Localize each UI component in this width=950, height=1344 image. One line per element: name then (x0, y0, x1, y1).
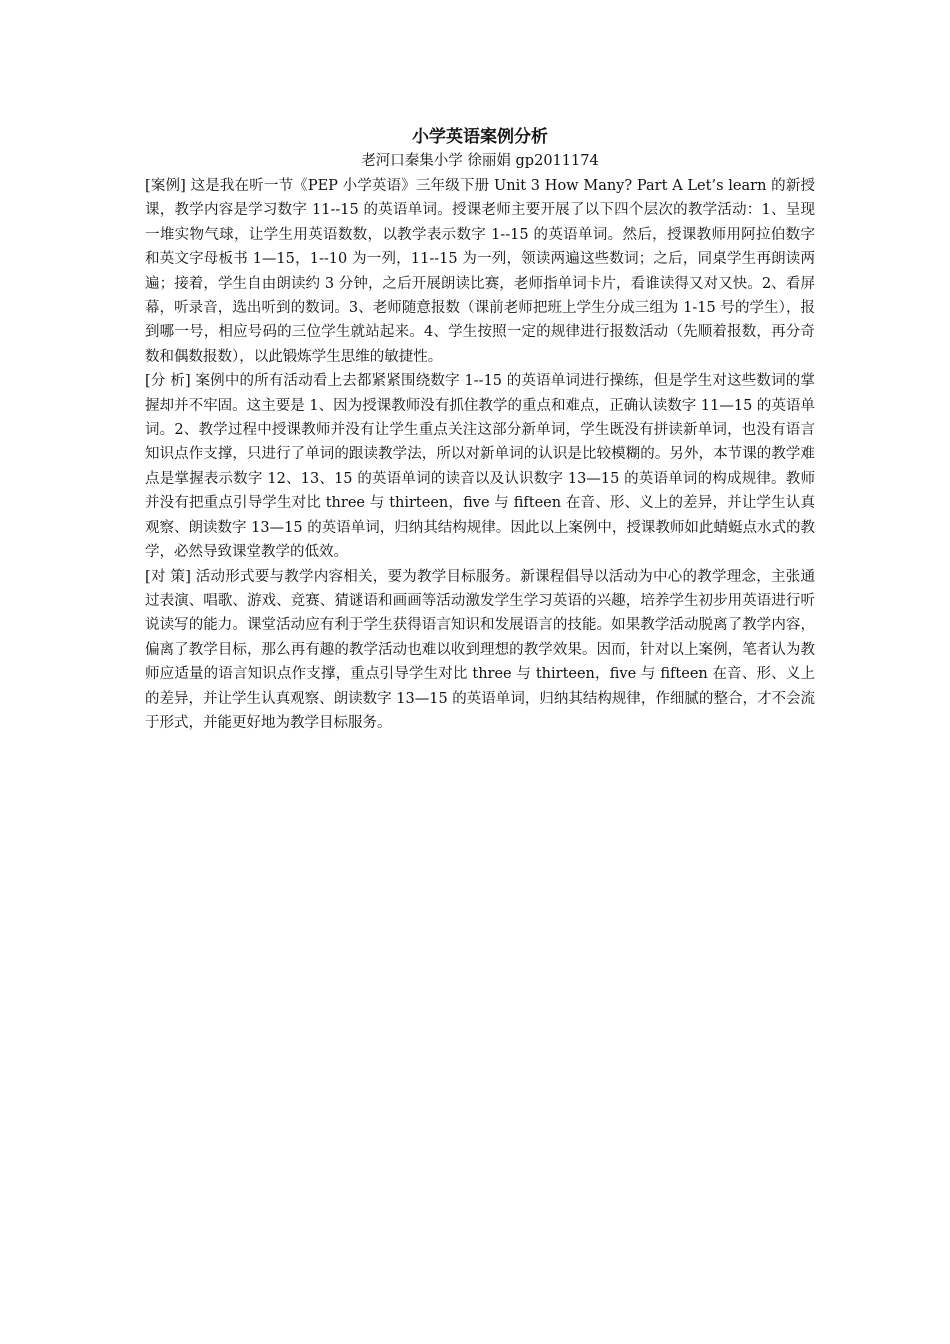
strategy-tag: [对 策] (145, 568, 191, 585)
analysis-paragraph (145, 369, 815, 564)
strategy-text: 活动形式要与教学内容相关，要为教学目标服务。新课程倡导以活动为中心的教学理念，主张通过表演、唱歌、游戏、竞赛、猜谜语和画画等活动激发学生学习英语的兴趣，培养学生初步用英语进行听说读写的能力。课堂活动应有利于学生获得语言知识和发展语言的技能。如果教学活动脱离了教学内容，偏离了教学目标，那么再有趣的教学活动也难以收到理想的教学效果。因而，针对以上案例，笔者认为教师应适量的语言知识点作支撑，重点引导学生对比 three 与 thirteen，five 与 fifteen 在音、形、义上的差异，并让学生认真观察、朗读数字 13—15 的英语单词，归纳其结构规律，作细腻的整合，才不会流于形式，并能更好地为教学目标服务。 (145, 568, 815, 731)
case-tag: [案例] (145, 178, 186, 194)
case-text: 这是我在听一节《PEP 小学英语》三年级下册 Unit 3 How Many? Part A Let’s learn 的新授课，教学内容是学习数字 11--15 的英语单词。授课老师主要开展了以下四个层次的教学活动：1、呈现一堆实物气球，让学生用英语数数，以教学表示数字 1--15 的英语单词。然后，授课教师用阿拉伯数字和英文字母板书 1—15，1--10 为一列，11--15 为一列，领读两遍这些数词；之后，同桌学生再朗读两遍；接着，学生自由朗读约 3 分钟，之后开展朗读比赛，老师指单词卡片，看谁读得又对又快。2、看屏幕，听录音，选出听到的数词。3、老师随意报数（课前老师把班上学生分成三组为 1-15 号的学生），报到哪一号，相应号码的三位学生就站起来。4、学生按照一定的规律进行报数活动（先顺着报数，再分奇数和偶数报数），以此锻炼学生思维的敏捷性。 (145, 178, 815, 365)
document-title: 小学英语案例分析 (412, 127, 548, 147)
author-byline: 老河口秦集小学 徐丽娟 gp2011174 (361, 153, 599, 169)
analysis-tag: [分 析] (145, 373, 191, 390)
strategy-paragraph (145, 565, 815, 736)
document-body (145, 124, 815, 735)
analysis-text: 案例中的所有活动看上去都紧紧围绕数字 1--15 的英语单词进行操练，但是学生对这些数词的掌握却并不牢固。这主要是 1、因为授课教师没有抓住教学的重点和难点，正确认读数字 11—15 的英语单词。2、教学过程中授课教师并没有让学生重点关注这部分新单词，学生既没有拼读新单词，也没有语言知识点作支撑，只进行了单词的跟读教学法，所以对新单词的认识是比较模糊的。另外，本节课的教学难点是掌握表示数字 12、13、15 的英语单词的读音以及认识数字 13—15 的英语单词的构成规律。教师并没有把重点引导学生对比 three 与 thirteen，five 与 fifteen 在音、形、义上的差异，并让学生认真观察、朗读数字 13—15 的英语单词，归纳其结构规律。因此以上案例中，授课教师如此蜻蜓点水式的教学，必然导致课堂教学的低效。 (145, 373, 815, 561)
case-paragraph (145, 174, 815, 369)
